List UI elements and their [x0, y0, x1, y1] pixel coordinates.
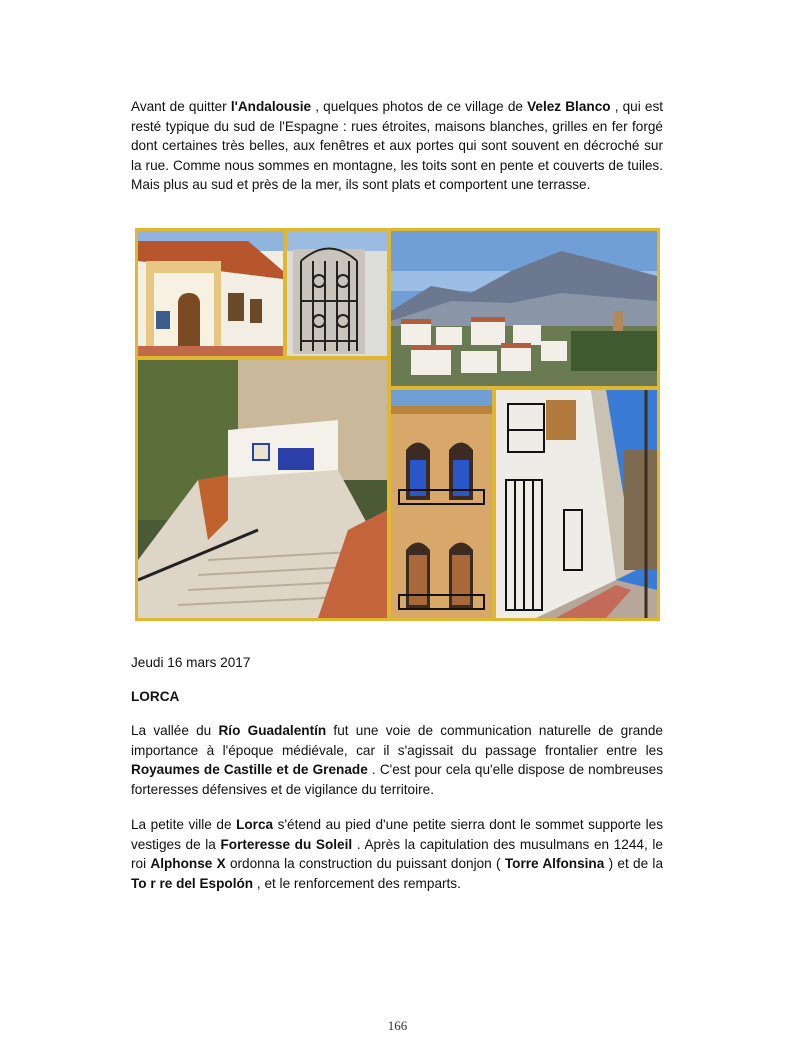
photo-street — [496, 390, 657, 618]
bold-run: Torre Alfonsina — [504, 856, 605, 872]
bold-run: l'Andalousie — [230, 99, 312, 114]
photo-collage — [135, 228, 660, 621]
photo-iron-grille — [287, 231, 387, 356]
text-run: La petite ville de — [131, 817, 237, 832]
date-line: Jeudi 16 mars 2017 — [131, 655, 251, 670]
text-run: fut une voie de communication naturelle de grande importance à l'époque médiévale, car il s'agissait du passage frontalier entre les — [131, 723, 663, 758]
photo-village-view — [391, 231, 657, 386]
text-run: La vallée du — [131, 723, 219, 738]
text-run: ) et de la — [604, 856, 664, 872]
text-run: . C'est pour cela qu'elle dispose de nombreuses forteresses défensives et de vigilance du territoire. — [131, 762, 663, 797]
text-run: , quelques photos de ce village de — [311, 99, 528, 114]
intro-paragraph — [131, 97, 663, 195]
bold-run: Alphonse X — [150, 856, 226, 872]
text-run: . Après la capitulation des musulmans en 1244, le roi — [131, 836, 663, 872]
photo-fountain — [138, 360, 387, 618]
bold-run: To r re del Espolón — [131, 875, 254, 891]
bold-run: Royaumes de Castille et de Grenade — [131, 762, 368, 778]
text-run: Avant de quitter — [131, 99, 231, 114]
photo-house-door — [138, 231, 283, 356]
text-run: , qui est resté typique du sud de l'Espagne : rues étroites, maisons blanches, grilles en fer forgé dont certaines très belles, aux fenêtres et aux portes qui sont souvent en décroché sur la rue. Comme nous sommes en montagne, les toits sont en pente et couverts de tuiles. Mais plus au sud et près de la mer, ils sont plats et comportent une terrasse. — [131, 99, 664, 193]
text-run: ordonna la construction du puissant donjon ( — [225, 856, 505, 872]
photo-arched-windows — [391, 390, 492, 618]
bold-run: Río Guadalentín — [218, 723, 327, 738]
section-heading: LORCA — [131, 689, 180, 704]
bold-run: Forteresse du Soleil — [220, 836, 353, 852]
lorca-paragraph-2 — [131, 815, 663, 893]
page-number: 166 — [387, 1018, 408, 1033]
text-run: s'étend au pied d'une petite sierra dont le sommet supporte les vestiges de la — [131, 817, 663, 852]
bold-run: Lorca — [236, 817, 274, 832]
text-run: , et le renforcement des remparts. — [253, 875, 461, 891]
lorca-paragraph-1 — [131, 721, 663, 799]
bold-run: Velez Blanco — [527, 99, 611, 114]
